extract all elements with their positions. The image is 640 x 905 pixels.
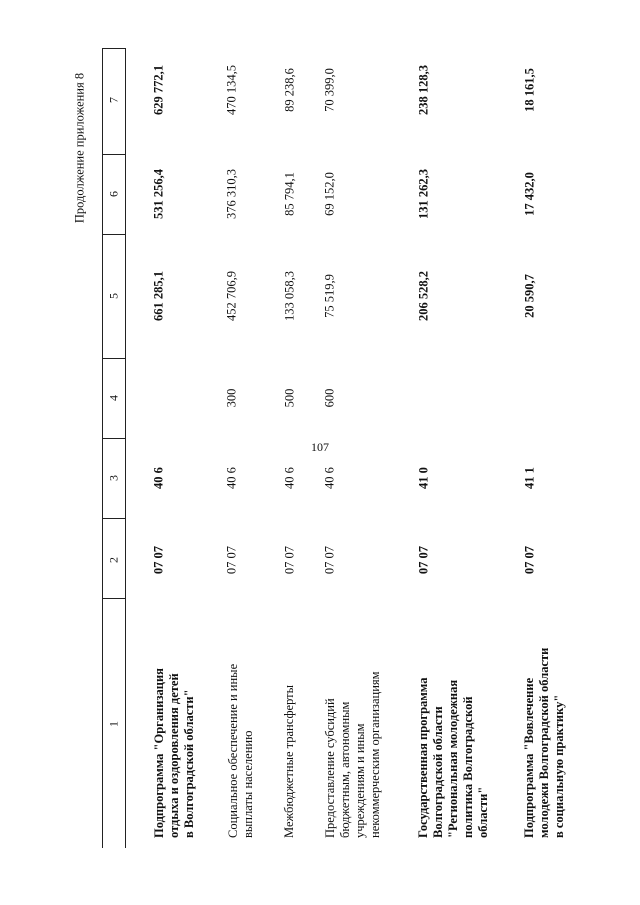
row-name: Государственная программа Волгоградской области "Региональная молодежная политика Волгоградской области" <box>416 677 490 838</box>
cell-year-2: 85 794,1 <box>282 172 297 216</box>
cell-section: 07 07 <box>322 545 337 575</box>
cell-section: 07 07 <box>282 545 297 575</box>
cell-year-2: 131 262,3 <box>416 169 431 219</box>
cell-expense-type: 300 <box>224 388 239 408</box>
header-band-line <box>125 48 126 848</box>
header-col-4: 4 <box>106 395 121 401</box>
cell-year-3: 70 399,0 <box>322 68 337 112</box>
cell-year-3: 629 772,1 <box>151 65 166 115</box>
header-separator <box>102 154 126 155</box>
header-separator <box>102 518 126 519</box>
header-separator <box>102 438 126 439</box>
row-name: Межбюджетные трансферты <box>282 684 296 838</box>
cell-expense-type: 600 <box>322 388 337 408</box>
cell-year-1: 452 706,9 <box>224 271 239 321</box>
header-col-3: 3 <box>106 475 121 481</box>
header-col-7: 7 <box>106 97 121 103</box>
cell-year-3: 89 238,6 <box>282 68 297 112</box>
cell-section: 07 07 <box>522 545 537 575</box>
header-col-1: 1 <box>106 721 121 727</box>
cell-section: 07 07 <box>416 545 431 575</box>
header-separator <box>102 48 126 49</box>
header-separator <box>102 358 126 359</box>
cell-expense-type: 500 <box>282 388 297 408</box>
cell-year-3: 470 134,5 <box>224 65 239 115</box>
header-col-5: 5 <box>106 293 121 299</box>
row-name: Социальное обеспечение и иные выплаты населению <box>226 663 255 838</box>
row-name: Подпрограмма "Организация отдыха и оздоровления детей в Волгоградской области" <box>152 668 196 838</box>
header-col-2: 2 <box>106 557 121 563</box>
cell-year-1: 206 528,2 <box>416 271 431 321</box>
cell-year-1: 133 058,3 <box>282 271 297 321</box>
cell-target: 40 6 <box>322 467 337 489</box>
cell-year-2: 531 256,4 <box>151 169 166 219</box>
row-name: Предоставление субсидий бюджетным, автономным учреждениям и иным некоммерческим организациям <box>323 671 382 838</box>
row-name: Подпрограмма "Вовлечение молодежи Волгоградской области в социальную практику" <box>522 647 566 838</box>
header-separator <box>102 598 126 599</box>
cell-target: 40 6 <box>151 467 166 489</box>
header-col-6: 6 <box>106 191 121 197</box>
cell-target: 40 6 <box>282 467 297 489</box>
appendix-caption: Продолжение приложения 8 <box>72 72 87 224</box>
cell-year-2: 17 432,0 <box>522 172 537 216</box>
page-number: 107 <box>311 440 329 454</box>
cell-year-1: 75 519,9 <box>322 274 337 318</box>
cell-target: 41 0 <box>416 467 431 489</box>
table-border-left <box>102 48 103 848</box>
cell-section: 07 07 <box>151 545 166 575</box>
cell-year-3: 18 161,5 <box>522 68 537 112</box>
cell-section: 07 07 <box>224 545 239 575</box>
header-separator <box>102 234 126 235</box>
cell-year-3: 238 128,3 <box>416 65 431 115</box>
cell-year-1: 661 285,1 <box>151 271 166 321</box>
cell-target: 41 1 <box>522 467 537 489</box>
cell-year-2: 69 152,0 <box>322 172 337 216</box>
cell-year-1: 20 590,7 <box>522 274 537 318</box>
cell-target: 40 6 <box>224 467 239 489</box>
cell-year-2: 376 310,3 <box>224 169 239 219</box>
